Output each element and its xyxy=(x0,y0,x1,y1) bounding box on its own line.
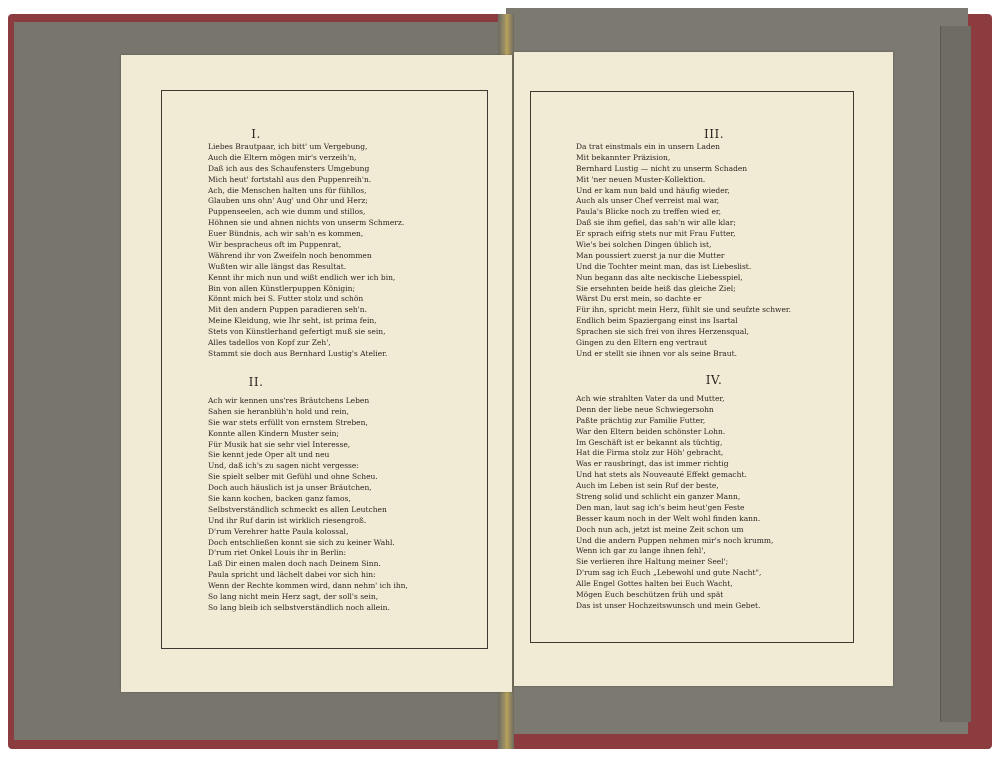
verse-line: D'rum sag ich Euch „Lebewohl und gute Nacht", xyxy=(576,568,762,578)
verse-line: Wärst Du erst mein, so dachte er xyxy=(576,294,702,304)
verse-line: Während ihr von Zweifeln noch benommen xyxy=(208,250,372,260)
section-4 xyxy=(544,372,844,612)
verse-lines xyxy=(86,142,426,360)
verse-line: Denn der liebe neue Schwiegersohn xyxy=(576,404,714,414)
verse-line: Ach wie strahlten Vater da und Mutter, xyxy=(576,394,725,403)
verse-line: Stammt sie doch aus Bernhard Lustig's Atelier. xyxy=(208,348,388,358)
verse-line: Und hat stets als Nouveauté Effekt gemacht. xyxy=(576,470,747,480)
verse-line: Für Musik hat sie sehr viel Interesse, xyxy=(208,439,351,449)
verse-line: Sahen sie heranblüh'n hold und rein, xyxy=(208,406,349,416)
verse-line: Wir bespracheus oft im Puppenrat, xyxy=(208,240,342,250)
verse-line: Und die Tochter meint man, das ist Liebeslist. xyxy=(576,261,752,271)
verse-line: Mögen Euch beschützen früh und spät xyxy=(576,590,724,600)
verse-line: Wie's bei solchen Dingen üblich ist, xyxy=(576,240,712,250)
verse-line: Sie kann kochen, backen ganz famos, xyxy=(208,494,351,504)
verse-line: Paula spricht und lächelt dabei vor sich hin: xyxy=(208,570,376,580)
verse-line: Und er stellt sie ihnen vor als seine Braut. xyxy=(576,348,737,358)
page-block-edge xyxy=(940,26,971,722)
verse-line: Laß Dir einen malen doch nach Deinem Sinn. xyxy=(208,559,381,569)
verse-line: Ach wir kennen uns'res Bräutchens Leben xyxy=(208,396,370,405)
verse-line: D'rum Verehrer hatte Paula kolossal, xyxy=(208,526,349,536)
verse-line: Auch die Eltern mögen mir's verzeih'n, xyxy=(208,152,357,162)
verse-line: Selbstverständlich schmeckt es allen Leutchen xyxy=(208,504,387,514)
verse-line: Mich heut' fortstahl aus den Puppenreih'n. xyxy=(208,174,372,184)
verse-line: Und die andern Puppen nehmen mir's noch krumm, xyxy=(576,535,774,545)
verse-line: Doch entschließen konnt sie sich zu keiner Wahl. xyxy=(208,537,395,547)
verse-line: Sie ersehnten beide heiß das gleiche Ziel; xyxy=(576,283,736,293)
verse-line: Glauben uns ohn' Aug' und Ohr und Herz; xyxy=(208,196,368,206)
verse-line: Meine Kleidung, wie Ihr seht, ist prima fein, xyxy=(208,316,377,326)
verse-line: Streng solid und schlicht ein ganzer Mann, xyxy=(576,492,741,502)
verse-line: Doch auch häuslich ist ja unser Bräutchen, xyxy=(208,483,372,493)
section-number: IV. xyxy=(705,373,723,387)
verse-lines xyxy=(544,394,844,612)
verse-line: Man poussiert zuerst ja nur die Mutter xyxy=(576,250,725,260)
verse-line: Paßte prächtig zur Familie Futter, xyxy=(576,415,706,425)
verse-line: Was er rausbringt, das ist immer richtig xyxy=(576,459,729,469)
verse-line: Endlich beim Spaziergang einst ins Isartal xyxy=(576,316,738,326)
verse-line: Stets von Künstlerhand gefertigt muß sie sein, xyxy=(208,327,386,337)
verse-line: Und ihr Ruf darin ist wirklich riesengroß. xyxy=(208,515,367,525)
verse-line: Den man, laut sag ich's beim heut'gen Feste xyxy=(576,502,745,512)
verse-line: Doch nun ach, jetzt ist meine Zeit schon um xyxy=(576,524,744,534)
verse-line: Mit 'ner neuen Muster-Kollektion. xyxy=(576,174,706,184)
verse-line: Sie war stets erfüllt von ernstem Streben, xyxy=(208,417,368,427)
verse-lines xyxy=(86,396,426,614)
section-number: II. xyxy=(248,375,264,389)
verse-line: So lang nicht mein Herz sagt, der soll's sein, xyxy=(208,592,379,602)
section-number: I. xyxy=(251,127,261,141)
verse-line: Kennt ihr mich nun und wißt endlich wer ich bin, xyxy=(208,272,396,282)
verse-line: Hat die Firma stolz zur Höh' gebracht, xyxy=(576,448,724,458)
verse-line: Daß sie ihm gefiel, das sah'n wir alle klar; xyxy=(576,218,736,228)
section-3 xyxy=(544,126,844,360)
verse-line: Das ist unser Hochzeitswunsch und mein Gebet. xyxy=(576,600,761,610)
verse-line: Wenn ich gar zu lange ihnen fehl', xyxy=(576,546,706,556)
verse-line: Sprachen sie sich frei von ihres Herzensqual, xyxy=(576,327,749,337)
verse-line: Er sprach eifrig stets nur mit Frau Futter, xyxy=(576,229,736,239)
verse-line: Im Geschäft ist er bekannt als tüchtig, xyxy=(576,437,723,447)
verse-line: Ach, die Menschen halten uns für fühllos, xyxy=(208,185,367,195)
verse-line: Für ihn, spricht mein Herz, fühlt sie und seufzte schwer. xyxy=(576,305,792,315)
verse-line: Wenn der Rechte kommen wird, dann nehm' ich ihn, xyxy=(208,581,408,591)
verse-line: Paula's Blicke noch zu treffen wied er, xyxy=(576,207,722,217)
section-1 xyxy=(86,126,426,360)
section-number: III. xyxy=(703,127,725,141)
verse-line: Bin von allen Künstlerpuppen Königin; xyxy=(208,283,355,293)
verse-line: Könnt mich bei S. Futter stolz und schön xyxy=(208,294,364,304)
verse-line: Mit den andern Puppen paradieren seh'n. xyxy=(208,305,368,315)
verse-line: Liebes Brautpaar, ich bitt' um Vergebung, xyxy=(208,142,368,151)
verse-line: Und er kam nun bald und häufig wieder, xyxy=(576,185,730,195)
verse-line: Besser kaum noch in der Welt wohl finden kann. xyxy=(576,513,761,523)
verse-line: So lang bleib ich selbstverständlich noch allein. xyxy=(208,602,390,612)
verse-lines xyxy=(544,142,844,360)
verse-line: Daß ich aus des Schaufensters Umgebung xyxy=(208,163,370,173)
verse-line: Euer Bündnis, ach wir sah'n es kommen, xyxy=(208,229,364,239)
section-2 xyxy=(86,374,426,614)
verse-line: Konnte allen Kindern Muster sein; xyxy=(208,428,340,438)
verse-line: Und, daß ich's zu sagen nicht vergesse: xyxy=(208,461,359,471)
verse-line: Nun begann das alte neckische Liebesspiel, xyxy=(576,272,743,282)
verse-line: Alle Engel Gottes halten bei Euch Wacht, xyxy=(576,579,733,589)
verse-line: Sie spielt selber mit Gefühl und ohne Scheu. xyxy=(208,472,378,482)
verse-line: Da trat einstmals ein in unsern Laden xyxy=(576,142,721,151)
verse-line: Bernhard Lustig — nicht zu unserm Schaden xyxy=(576,163,748,173)
verse-line: D'rum riet Onkel Louis ihr in Berlin: xyxy=(208,548,347,558)
verse-line: Gingen zu den Eltern eng vertraut xyxy=(576,338,708,348)
verse-line: Wußten wir alle längst das Resultat. xyxy=(208,261,347,271)
verse-line: Höhnen sie und ahnen nichts von unserm Schmerz. xyxy=(208,218,405,228)
verse-line: Alles tadellos von Kopf zur Zeh', xyxy=(208,338,331,348)
verse-line: Auch im Leben ist sein Ruf der beste, xyxy=(576,481,719,491)
verse-line: Puppenseelen, ach wie dumm und stillos, xyxy=(208,207,366,217)
verse-line: Sie verlieren ihre Haltung meiner Seel'; xyxy=(576,557,729,567)
verse-line: Sie kennt jede Oper alt und neu xyxy=(208,450,330,460)
verse-line: Mit bekannter Präzision, xyxy=(576,152,671,162)
verse-line: War den Eltern beiden schönster Lohn. xyxy=(576,426,726,436)
verse-line: Auch als unser Chef verreist mal war, xyxy=(576,196,720,206)
